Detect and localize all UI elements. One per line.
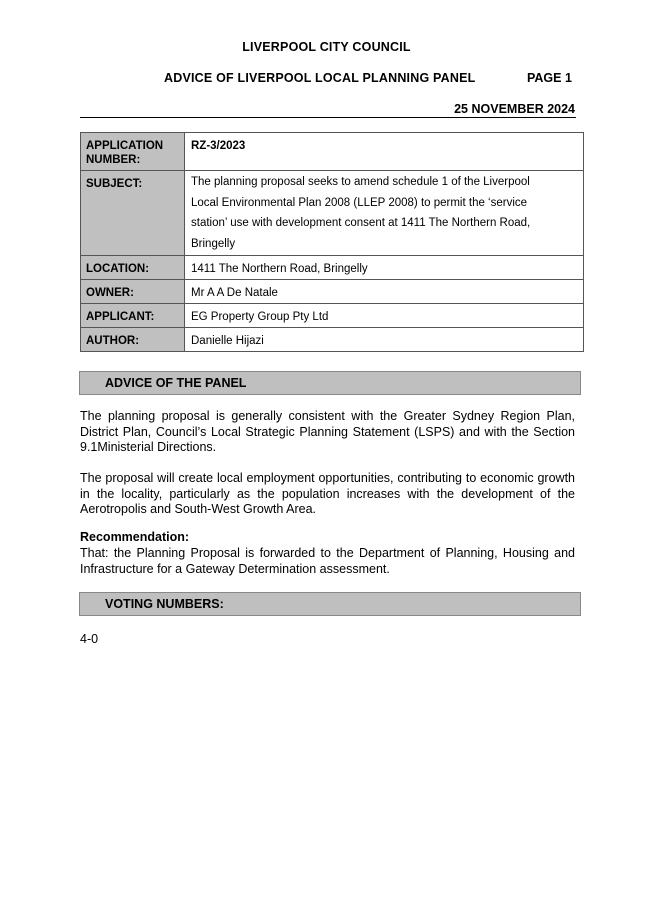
table-row: [81, 133, 584, 171]
voting-section-heading: VOTING NUMBERS:: [79, 592, 581, 616]
application-number-value: RZ-3/2023: [185, 133, 584, 171]
applicant-label: APPLICANT:: [81, 304, 185, 328]
table-row: [81, 304, 584, 328]
table-row: [81, 280, 584, 304]
table-row: [81, 328, 584, 352]
applicant-value: EG Property Group Pty Ltd: [185, 304, 584, 328]
application-details-table: [80, 132, 584, 352]
advice-paragraph-consistency: The planning proposal is generally consistent with the Greater Sydney Region Plan, District Plan, Council’s Local Strategic Planning Statement (LSPS) and with the Section 9.1Ministerial Directions.: [80, 409, 575, 454]
author-value: Danielle Hijazi: [185, 328, 584, 352]
location-label: LOCATION:: [81, 256, 185, 280]
subject-label: SUBJECT:: [81, 171, 185, 256]
subject-line: Bringelly: [191, 237, 236, 250]
application-number-label: APPLICATION NUMBER:: [81, 133, 185, 171]
recommendation-text: That: the Planning Proposal is forwarded to the Department of Planning, Housing and Infrastructure for a Gateway Determination assessment.: [80, 546, 575, 576]
voting-result: 4-0: [80, 632, 99, 646]
author-label: AUTHOR:: [81, 328, 185, 352]
recommendation-heading: Recommendation:: [80, 530, 190, 544]
advice-paragraph-employment: The proposal will create local employment opportunities, contributing to economic growth in the locality, particularly as the population increases with the development of the Aerotropolis and South-West Growth Area.: [80, 471, 575, 516]
subject-line: station’ use with development consent at 1411 The Northern Road,: [191, 217, 531, 229]
owner-label: OWNER:: [81, 280, 185, 304]
subject-value: [185, 171, 584, 256]
subject-line: The planning proposal seeks to amend schedule 1 of the Liverpool: [191, 176, 530, 188]
council-name: LIVERPOOL CITY COUNCIL: [242, 40, 411, 54]
table-row: [81, 171, 584, 256]
page-number: PAGE 1: [527, 71, 572, 85]
table-row: [81, 256, 584, 280]
meeting-date: 25 NOVEMBER 2024: [454, 102, 575, 116]
location-value: 1411 The Northern Road, Bringelly: [185, 256, 584, 280]
owner-value: Mr A A De Natale: [185, 280, 584, 304]
subject-line: Local Environmental Plan 2008 (LLEP 2008) to permit the ‘service: [191, 196, 528, 209]
panel-title: ADVICE OF LIVERPOOL LOCAL PLANNING PANEL: [164, 71, 476, 85]
header-divider: [80, 117, 576, 118]
advice-section-heading: ADVICE OF THE PANEL: [79, 371, 581, 395]
